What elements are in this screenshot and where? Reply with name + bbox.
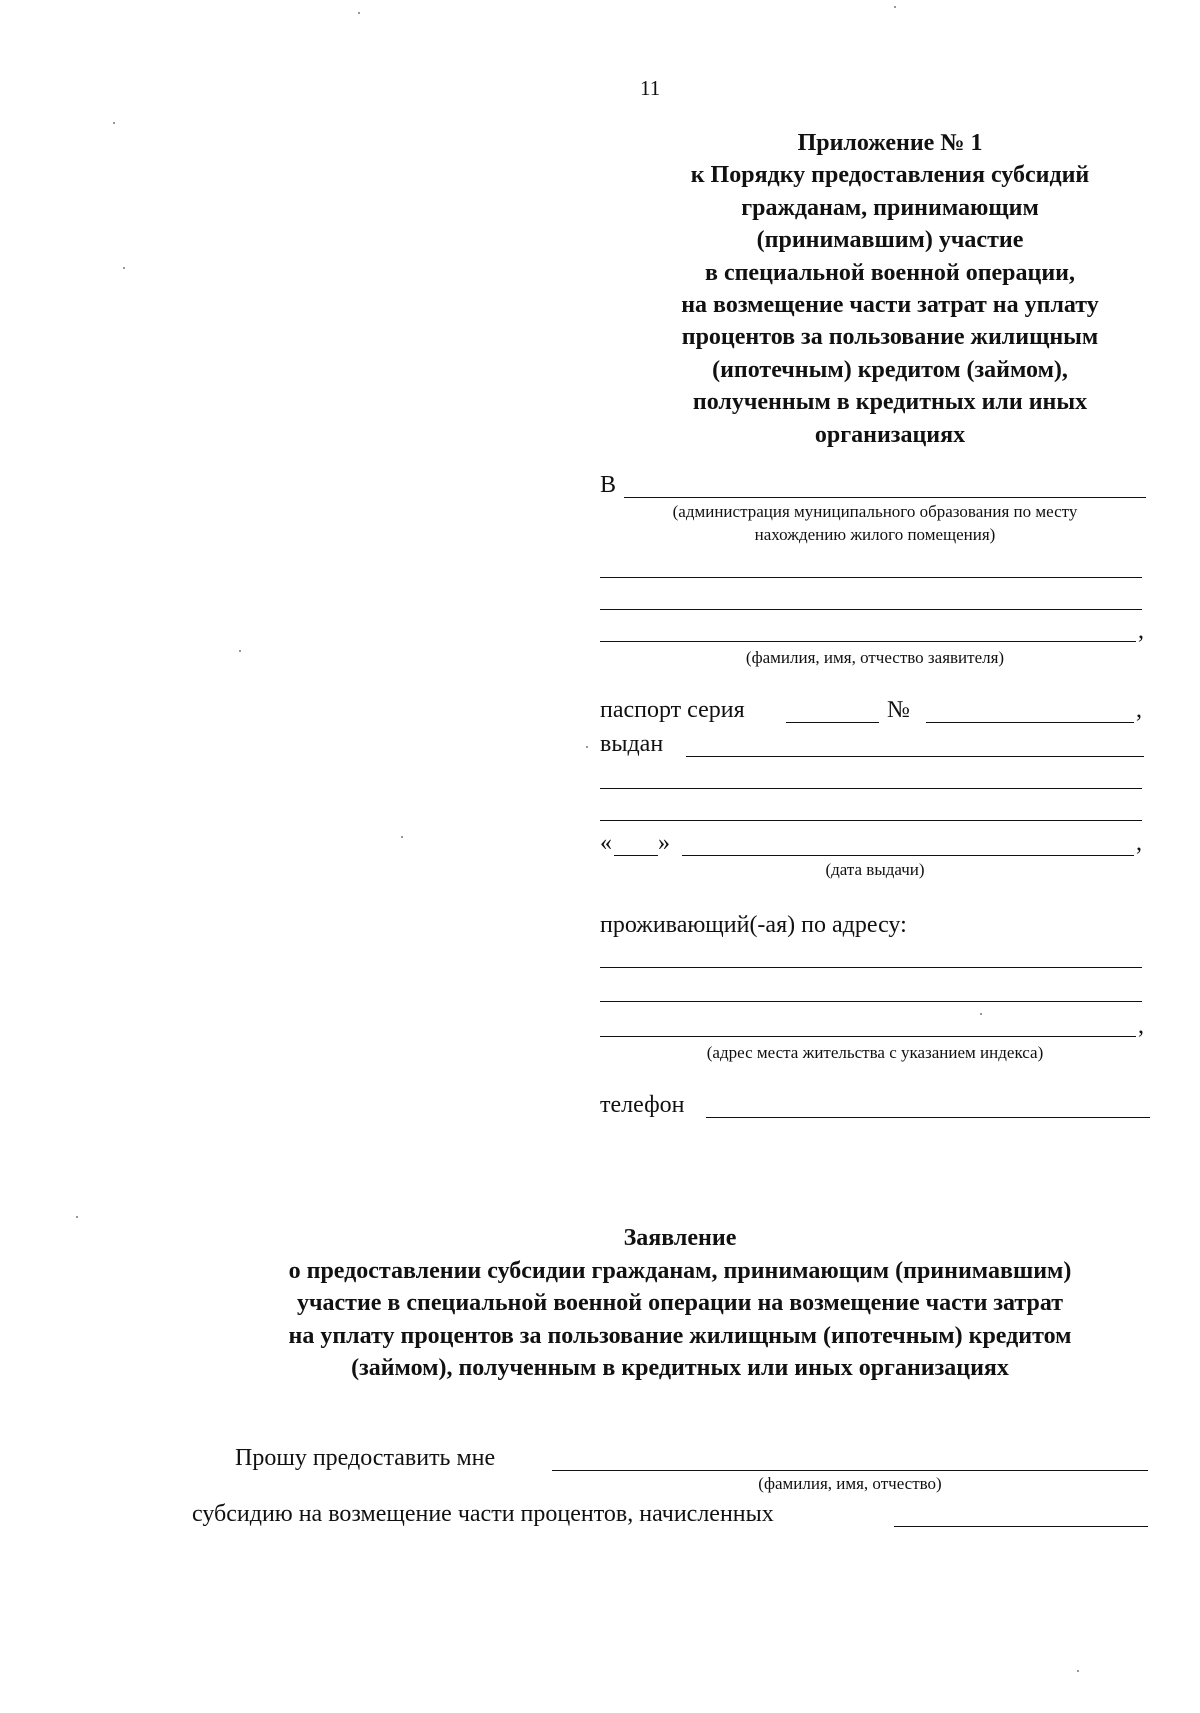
scan-speck [113,122,115,124]
scan-speck [894,6,896,8]
date-open-quote: « [600,830,612,856]
passport-row [600,695,1150,725]
header-line: (принимавшим) участие [756,227,1024,254]
passport-series-field[interactable] [786,722,879,723]
statement-subtitle-line: участие в специальной военной операции на возмещение части затрат [296,1290,1064,1316]
phone-field[interactable] [706,1117,1150,1118]
page-number: 11 [640,76,661,100]
admin-caption-line: нахождению жилого помещения) [754,525,996,544]
admin-caption-line: (администрация муниципального образования по месту [672,502,1078,521]
scan-speck [980,1013,982,1015]
issued-by-field-line-3[interactable] [600,820,1142,821]
phone-row [600,1090,1150,1120]
issue-date-caption: (дата выдачи) [825,860,925,879]
subsidy-label: субсидию на возмещение части процентов, начисленных [192,1501,774,1527]
request-fio-field[interactable] [552,1470,1148,1471]
header-line: полученным в кредитных или иных [692,389,1088,416]
statement-subtitle-line: (займом), полученным в кредитных или иных организациях [351,1355,1009,1381]
issued-by-field-line-2[interactable] [600,788,1142,789]
header-line: в специальной военной операции, [704,259,1076,286]
statement-subtitle-line: о предоставлении субсидии гражданам, принимающим (принимавшим) [288,1257,1072,1284]
scan-speck [123,267,125,269]
statement-title: Заявление [623,1225,737,1251]
header-line: гражданам, принимающим [741,194,1039,221]
appendix-header [640,127,1140,451]
admin-caption [600,500,1150,546]
issue-date-row [600,828,1150,858]
scan-speck [76,1216,78,1218]
passport-number-label: № [887,697,910,723]
header-line: на возмещение части затрат на уплату [681,292,1099,319]
scan-speck [358,12,360,14]
residing-label: проживающий(-ая) по адресу: [600,912,907,938]
scan-speck [401,836,403,838]
address-field-line-1[interactable] [600,967,1142,968]
address-field-line-3[interactable] [600,1036,1136,1037]
issued-by-field[interactable] [686,756,1144,757]
issue-month-year-field[interactable] [682,855,1134,856]
fio-field-line-2[interactable] [600,609,1142,610]
statement-title-block [200,1222,1160,1385]
address-caption: (адрес места жительства с указанием индекса) [706,1043,1044,1062]
to-label: В [600,472,617,498]
to-admin-row [600,470,1150,500]
admin-name-field[interactable] [624,497,1146,498]
accrued-by-field[interactable] [894,1526,1148,1527]
comma: , [1136,697,1142,723]
issued-row [600,729,1150,759]
header-line: Приложение № 1 [797,130,983,156]
issue-day-field[interactable] [614,855,658,856]
passport-number-field[interactable] [926,722,1134,723]
request-caption: (фамилия, имя, отчество) [758,1474,942,1493]
passport-series-label: паспорт серия [600,697,745,723]
request-label: Прошу предоставить мне [235,1445,496,1471]
phone-label: телефон [600,1092,685,1118]
fio-field-line-3[interactable] [600,641,1136,642]
comma: , [1138,1013,1144,1039]
scan-speck [1077,1670,1079,1672]
address-field-line-2[interactable] [600,1001,1142,1002]
scan-speck [239,650,241,652]
issued-label: выдан [600,731,664,757]
header-line: (ипотечным) кредитом (займом), [712,356,1068,383]
header-line: к Порядку предоставления субсидий [690,162,1090,189]
scan-speck [586,746,588,748]
header-line: процентов за пользование жилищным [681,324,1099,351]
header-line: организациях [814,421,966,448]
fio-field-line-1[interactable] [600,577,1142,578]
comma: , [1138,618,1144,644]
date-close-quote: » [658,830,670,856]
comma: , [1136,830,1142,856]
fio-caption: (фамилия, имя, отчество заявителя) [745,648,1005,667]
statement-subtitle-line: на уплату процентов за пользование жилищным (ипотечным) кредитом [288,1322,1072,1349]
